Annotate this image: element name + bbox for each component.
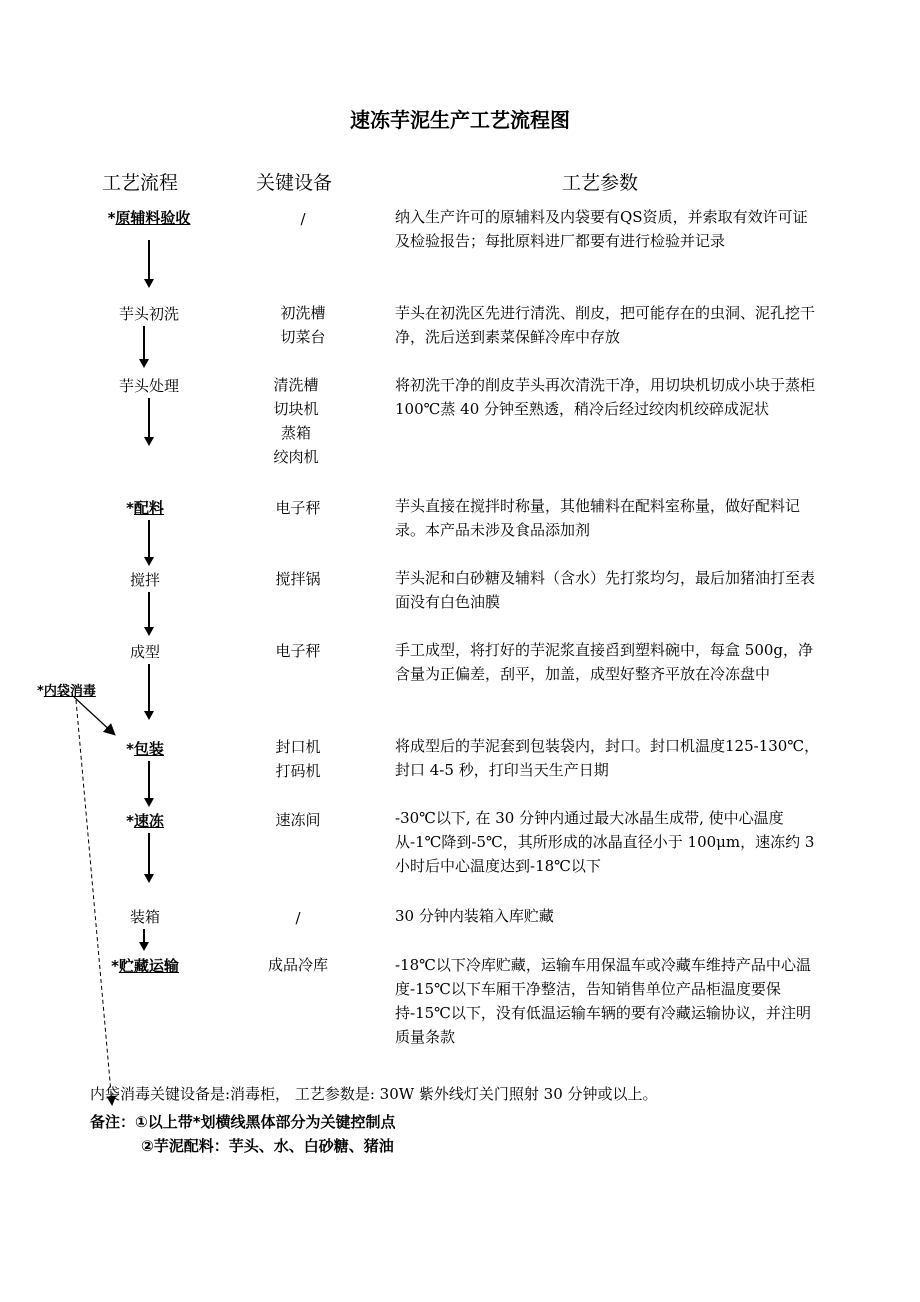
equipment-batching: 电子秤 [275,499,321,517]
params-initial-wash: 芋头在初洗区先进行清洗、削皮，把可能存在的虫洞、泥孔挖干净，洗后送到素菜保鲜冷库中存放 [395,304,816,346]
step-initial-wash: 芋头初洗 [118,305,179,323]
equipment-forming: 电子秤 [275,642,321,660]
step-forming: 成型 [129,643,160,661]
step-quick-freezing: *速冻 [126,812,164,830]
remarks-line-1: 备注：①以上带*划横线黑体部分为关键控制点 [90,1113,396,1131]
equipment-processing: 清洗槽 切块机 蒸箱 绞肉机 [273,376,319,466]
remarks-line-2: ②芋泥配料：芋头、水、白砂糖、猪油 [141,1137,394,1155]
page-title: 速冻芋泥生产工艺流程图 [350,108,570,132]
equipment-quick-freezing: 速冻间 [275,811,321,829]
params-quick-freezing: -30℃以下, 在 30 分钟内通过最大冰晶生成带, 使中心温度从-1℃降到-5℃，其所形成的冰晶直径小于 100μm，速冻约 3 小时后中心温度达到-18℃以下 [395,809,815,875]
params-mixing: 芋头泥和白砂糖及辅料（含水）先打浆均匀，最后加猪油打至表面没有白色油膜 [395,569,816,611]
params-batching: 芋头直接在搅拌时称量，其他辅料在配料室称量，做好配料记录。本产品未涉及食品添加剂 [395,497,801,539]
step-processing: 芋头处理 [118,377,179,395]
step-inner-bag-disinfection: *内袋消毒 [37,684,96,699]
footnote-disinfection: 内袋消毒关键设备是:消毒柜， 工艺参数是: 30W 紫外线灯关门照射 30 分钟或以上。 [90,1085,658,1103]
equipment-packaging: 封口机 打码机 [275,738,321,780]
equipment-mixing: 搅拌锅 [275,570,321,588]
params-boxing: 30 分钟内装箱入库贮藏 [395,907,554,925]
step-storage-transport: *贮藏运输 [111,957,179,975]
step-boxing: 装箱 [129,908,160,926]
params-processing: 将初洗干净的削皮芋头再次清洗干净，用切块机切成小块于蒸柜 100℃蒸 40 分钟至熟透，稍冷后经过绞肉机绞碎成泥状 [395,376,816,418]
header-equipment: 关键设备 [256,172,333,194]
params-forming: 手工成型，将打好的芋泥浆直接舀到塑料碗中，每盒 500g，净含量为正偏差，刮平，加盖，成型好整齐平放在冷冻盘中 [395,641,814,683]
step-packaging: *包装 [126,740,164,758]
equipment-storage-transport: 成品冷库 [267,956,328,974]
equipment-raw-material: / [300,210,306,228]
header-process: 工艺流程 [102,172,179,194]
step-mixing: 搅拌 [129,571,160,589]
equipment-boxing: / [295,909,301,927]
step-raw-material: *原辅料验收 [107,209,191,227]
equipment-initial-wash: 初洗槽 切菜台 [280,304,326,346]
params-storage-transport: -18℃以下冷库贮藏，运输车用保温车或冷藏车维持产品中心温度-15℃以下车厢干净整洁，告知销售单位产品柜温度要保持-15℃以下，没有低温运输车辆的要有冷藏运输协议，并注明质量条款 [395,956,811,1046]
params-raw-material: 纳入生产许可的原辅料及内袋要有QS资质，并索取有效许可证及检验报告；每批原料进厂都要有进行检验并记录 [395,208,808,250]
params-packaging: 将成型后的芋泥套到包装袋内，封口。封口机温度125-130℃，封口 4-5 秒，打印当天生产日期 [395,737,820,779]
header-params: 工艺参数 [562,172,639,194]
step-batching: *配料 [126,499,164,517]
